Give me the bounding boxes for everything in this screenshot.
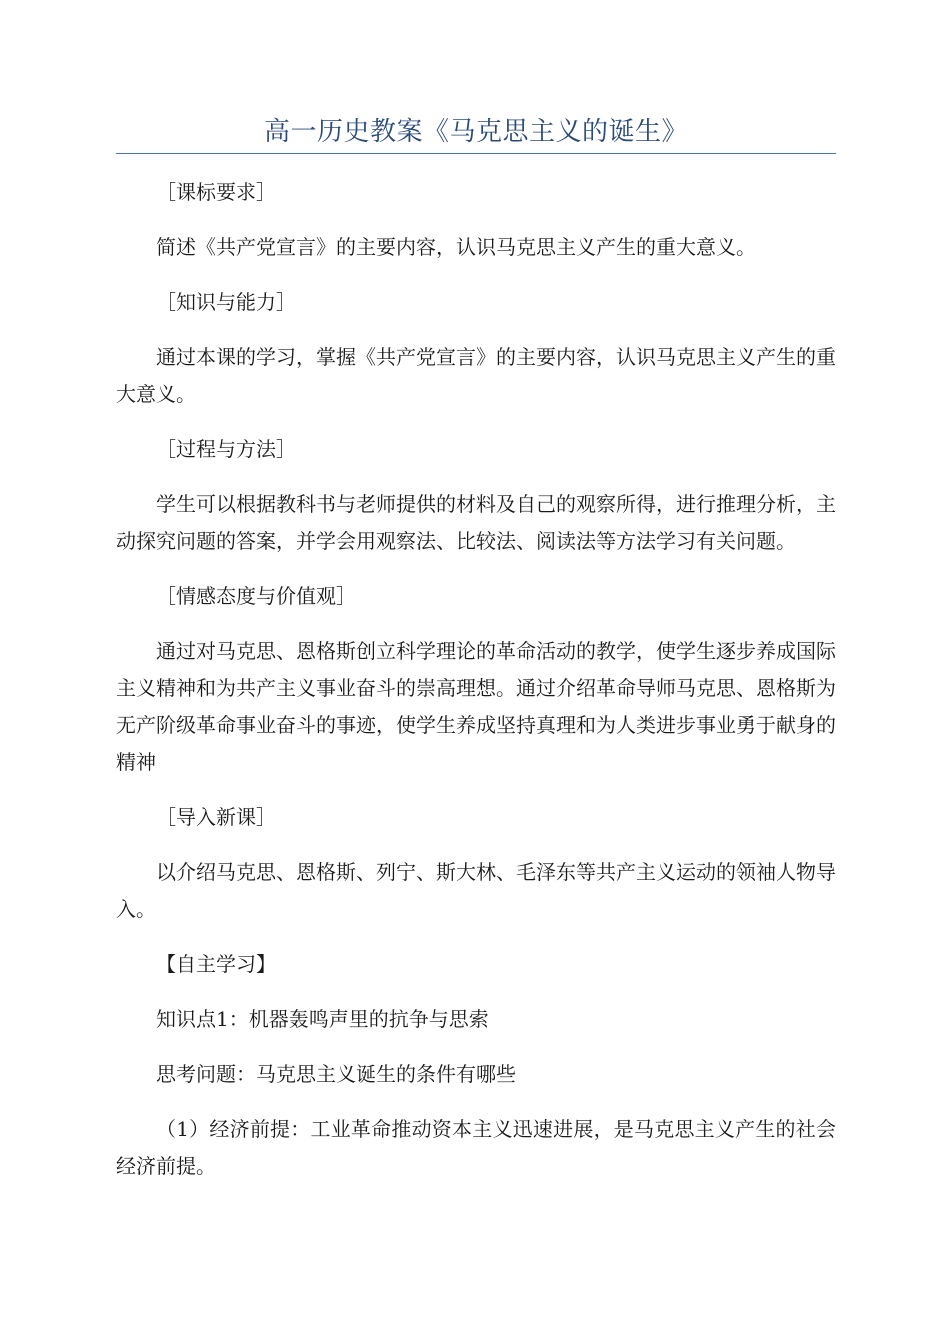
heading-emotion-values: ［情感态度与价值观］ [156,584,356,608]
heading-knowledge-ability: ［知识与能力］ [156,290,296,314]
knowledge-point-1: 知识点1：机器轰鸣声里的抗争与思索 [156,1007,489,1031]
heading-process-method: ［过程与方法］ [156,437,296,461]
paragraph-curriculum-requirements: 简述《共产党宣言》的主要内容，认识马克思主义产生的重大意义。 [156,235,756,259]
paragraph-emotion-values: 通过对马克思、恩格斯创立科学理论的革命活动的教学，使学生逐步养成国际主义精神和为共产主义事业奋斗的崇高理想。通过介绍革命导师马克思、恩格斯为无产阶级革命事业奋斗的事迹，使学生养成坚持真理和为人类进步事业勇于献身的精神 [116,639,836,774]
paragraph-introduction: 以介绍马克思、恩格斯、列宁、斯大林、毛泽东等共产主义运动的领袖人物导入。 [116,860,836,921]
answer-item-1: （1）经济前提：工业革命推动资本主义迅速进展，是马克思主义产生的社会经济前提。 [116,1117,836,1178]
heading-introduction: ［导入新课］ [156,805,276,829]
paragraph-knowledge-ability: 通过本课的学习，掌握《共产党宣言》的主要内容，认识马克思主义产生的重大意义。 [116,345,836,406]
thinking-question: 思考问题：马克思主义诞生的条件有哪些 [156,1062,516,1086]
document-body [116,174,836,1203]
paragraph-process-method: 学生可以根据教科书与老师提供的材料及自己的观察所得，进行推理分析，主动探究问题的答案，并学会用观察法、比较法、阅读法等方法学习有关问题。 [116,492,836,553]
heading-self-study: 【自主学习】 [156,952,276,976]
document-title: 高一历史教案《马克思主义的诞生》 [263,117,688,147]
title-underline [116,153,836,154]
heading-curriculum-requirements: ［课标要求］ [156,180,276,204]
